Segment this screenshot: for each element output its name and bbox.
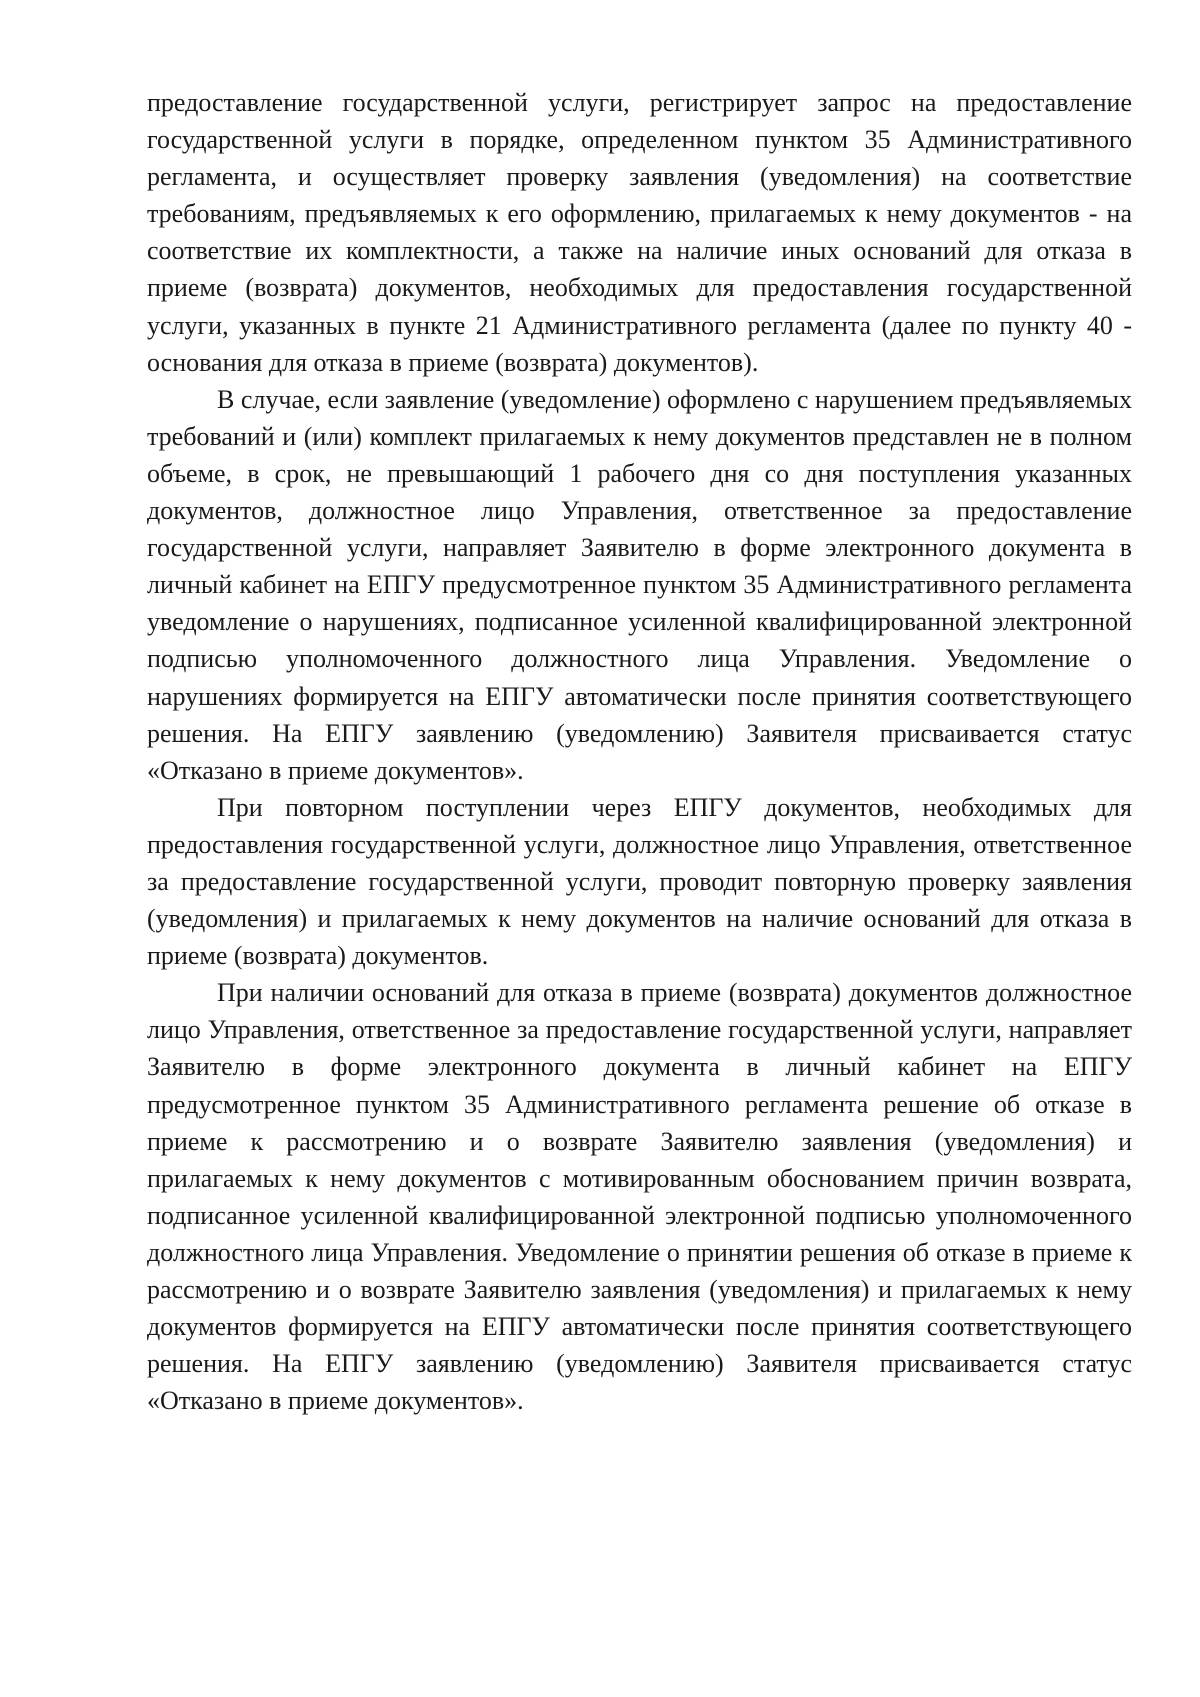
paragraph-repeat-submission: При повторном поступлении через ЕПГУ документов, необходимых для предоставления государственной услуги, должностное лицо Управления, ответственное за предоставление государственной услуги, проводит повторную проверку заявления (уведомления) и прилагаемых к нему документов на наличие оснований для отказа в приеме (возврата) документов. [147,792,1132,971]
paragraph-violations-notice: В случае, если заявление (уведомление) оформлено с нарушением предъявляемых требований и (или) комплект прилагаемых к нему документов представлен не в полном объеме, в срок, не превышающий 1 рабочего дня со дня поступления указанных документов, должностное лицо Управления, ответственное за предоставление государственной услуги, направляет Заявителю в форме электронного документа в личный кабинет на ЕПГУ предусмотренное пунктом 35 Административного регламента уведомление о нарушениях, подписанное усиленной квалифицированной электронной подписью уполномоченного должностного лица Управления. Уведомление о нарушениях формируется на ЕПГУ автоматически после принятия соответствующего решения. На ЕПГУ заявлению (уведомлению) Заявителя присваивается статус «Отказано в приеме документов». [147,384,1132,785]
paragraph-refusal-decision: При наличии оснований для отказа в приеме (возврата) документов должностное лицо Управления, ответственное за предоставление государственной услуги, направляет Заявителю в форме электронного документа в личный кабинет на ЕПГУ предусмотренное пунктом 35 Административного регламента решение об отказе в приеме к рассмотрению и о возврате Заявителю заявления (уведомления) и прилагаемых к нему документов с мотивированным обоснованием причин возврата, подписанное усиленной квалифицированной электронной подписью уполномоченного должностного лица Управления. Уведомление о принятии решения об отказе в приеме к рассмотрению и о возврате Заявителю заявления (уведомления) и прилагаемых к нему документов формируется на ЕПГУ автоматически после принятия соответствующего решения. На ЕПГУ заявлению (уведомлению) Заявителя присваивается статус «Отказано в приеме документов». [147,978,1132,1416]
paragraph-continuation: предоставление государственной услуги, регистрирует запрос на предоставление государственной услуги в порядке, определенном пунктом 35 Административного регламента, и осуществляет проверку заявления (уведомления) на соответствие требованиям, предъявляемых к его оформлению, прилагаемых к нему документов - на соответствие их комплектности, а также на наличие иных оснований для отказа в приеме (возврата) документов, необходимых для предоставления государственной услуги, указанных в пункте 21 Административного регламента (далее по пункту 40 - основания для отказа в приеме (возврата) документов). [147,88,1132,377]
document-body [147,84,1132,1419]
